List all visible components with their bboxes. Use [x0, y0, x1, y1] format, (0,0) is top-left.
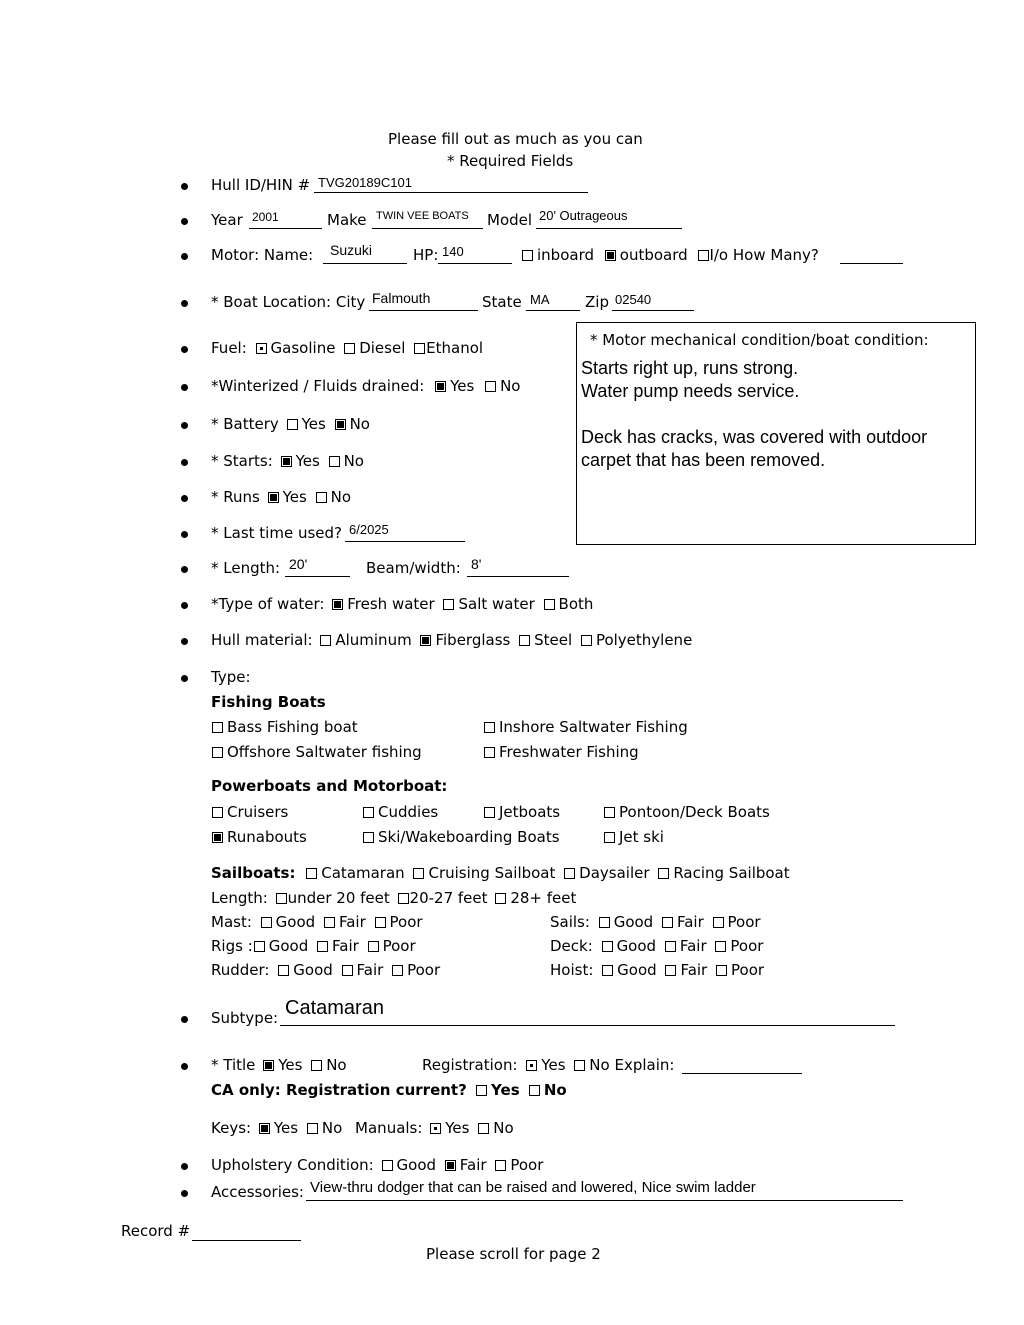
mast-label: Mast:	[211, 913, 252, 931]
20to27-checkbox[interactable]	[398, 893, 409, 904]
good-label: Good	[275, 913, 316, 931]
inshore-checkbox[interactable]	[484, 722, 495, 733]
polyethylene-label: Polyethylene	[595, 631, 693, 649]
accessories-value: View-thru dodger that can be raised and lowered, Nice swim ladder	[310, 1179, 756, 1196]
title-no-checkbox[interactable]	[311, 1060, 322, 1071]
ski-checkbox[interactable]	[363, 832, 374, 843]
jetboats-label: Jetboats	[499, 803, 561, 821]
upholstery-poor-checkbox[interactable]	[495, 1160, 506, 1171]
sails-good-checkbox[interactable]	[599, 917, 610, 928]
poor-label: Poor	[389, 913, 423, 931]
cruising-label: Cruising Sailboat	[428, 864, 556, 882]
sail-length-row	[211, 889, 576, 907]
fair-label: Fair	[676, 913, 704, 931]
catamaran-checkbox[interactable]	[306, 868, 317, 879]
bullet	[181, 253, 188, 260]
poor-label: Poor	[510, 1156, 544, 1174]
model-field[interactable]	[536, 228, 682, 229]
diesel-checkbox[interactable]	[344, 343, 355, 354]
footer-text: Please scroll for page 2	[426, 1245, 601, 1263]
steel-checkbox[interactable]	[519, 635, 530, 646]
inshore-label: Inshore Saltwater Fishing	[499, 718, 688, 736]
deck-label: Deck:	[550, 937, 593, 955]
city-value: Falmouth	[372, 290, 431, 306]
rigs-row	[211, 937, 416, 955]
daysailer-checkbox[interactable]	[564, 868, 575, 879]
good-label: Good	[617, 961, 657, 979]
upholstery-label: Upholstery Condition:	[211, 1156, 374, 1174]
freshwater-fishing-checkbox[interactable]	[484, 747, 495, 758]
header-line-1: Please fill out as much as you can	[388, 130, 643, 148]
ethanol-checkbox[interactable]	[414, 343, 425, 354]
gasoline-checkbox[interactable]	[256, 343, 267, 354]
explain-field[interactable]	[682, 1073, 802, 1074]
keys-row	[211, 1119, 514, 1137]
zip-label: Zip	[585, 293, 609, 311]
year-label: Year	[211, 211, 243, 229]
type-label: Type:	[211, 668, 251, 686]
fair-label: Fair	[332, 937, 359, 955]
deck-poor-checkbox[interactable]	[715, 941, 726, 952]
no-label: No	[349, 415, 370, 433]
battery-yes-checkbox[interactable]	[287, 419, 298, 430]
sails-poor-checkbox[interactable]	[713, 917, 724, 928]
aluminum-checkbox[interactable]	[320, 635, 331, 646]
runs-yes-checkbox[interactable]	[268, 492, 279, 503]
yes-label: Yes	[541, 1056, 566, 1074]
bullet	[181, 495, 188, 502]
bullet	[181, 531, 188, 538]
zip-field[interactable]	[612, 310, 694, 311]
io-label: I/o	[709, 246, 729, 264]
yes-label: Yes	[295, 452, 320, 470]
bullet	[181, 459, 188, 466]
offshore-checkbox[interactable]	[212, 747, 223, 758]
runs-label: * Runs	[211, 488, 260, 506]
condition-line: Water pump needs service.	[581, 381, 800, 401]
sails-row	[550, 913, 761, 931]
bullet	[181, 422, 188, 429]
fair-label: Fair	[459, 1156, 487, 1174]
accessories-field[interactable]	[306, 1200, 903, 1201]
subtype-value: Catamaran	[285, 997, 384, 1019]
poor-label: Poor	[727, 913, 761, 931]
salt-water-checkbox[interactable]	[443, 599, 454, 610]
both-water-label: Both	[558, 595, 594, 613]
upholstery-fair-checkbox[interactable]	[445, 1160, 456, 1171]
condition-line: Deck has cracks, was covered with outdoor	[581, 427, 928, 447]
bullet	[181, 384, 188, 391]
starts-label: * Starts:	[211, 452, 273, 470]
length-field[interactable]	[285, 576, 350, 577]
gasoline-label: Gasoline	[270, 339, 336, 357]
bullet	[181, 1190, 188, 1197]
mast-fair-checkbox[interactable]	[324, 917, 335, 928]
rudder-fair-checkbox[interactable]	[342, 965, 353, 976]
jetski-label: Jet ski	[619, 828, 664, 846]
subtype-field[interactable]	[280, 1025, 895, 1026]
explain-label: Explain:	[614, 1056, 675, 1074]
starts-row	[211, 452, 364, 470]
under20-checkbox[interactable]	[276, 893, 287, 904]
runs-row	[211, 488, 351, 506]
fair-label: Fair	[356, 961, 384, 979]
header-line-2: * Required Fields	[447, 152, 574, 170]
racing-label: Racing Sailboat	[673, 864, 790, 882]
yes-label: Yes	[273, 1119, 299, 1137]
pontoon-checkbox[interactable]	[604, 807, 615, 818]
bullet	[181, 675, 188, 682]
sail-length-label: Length:	[211, 889, 268, 907]
fair-label: Fair	[680, 961, 708, 979]
poor-label: Poor	[407, 961, 441, 979]
bullet	[181, 346, 188, 353]
aluminum-label: Aluminum	[335, 631, 412, 649]
condition-line: carpet that has been removed.	[581, 450, 826, 470]
rigs-label: Rigs :	[211, 937, 253, 955]
daysailer-label: Daysailer	[579, 864, 650, 882]
condition-line: Starts right up, runs strong.	[581, 358, 799, 378]
rudder-row	[211, 961, 440, 979]
no-label: No	[343, 452, 364, 470]
jetboats-checkbox[interactable]	[484, 807, 495, 818]
rigs-poor-checkbox[interactable]	[368, 941, 379, 952]
deck-row	[550, 937, 763, 955]
last-used-label: * Last time used?	[211, 524, 342, 542]
no-label: No	[589, 1056, 610, 1074]
mast-good-checkbox[interactable]	[261, 917, 272, 928]
good-label: Good	[268, 937, 309, 955]
sailboats-heading: Sailboats:	[211, 864, 296, 882]
motor-name-value: Suzuki	[330, 242, 373, 258]
length-label: * Length:	[211, 559, 281, 577]
fair-label: Fair	[338, 913, 366, 931]
no-label: No	[493, 1119, 514, 1137]
subtype-label: Subtype:	[211, 1009, 279, 1027]
runs-no-checkbox[interactable]	[316, 492, 327, 503]
upholstery-good-checkbox[interactable]	[382, 1160, 393, 1171]
mast-row	[211, 913, 423, 931]
freshwater-fishing-label: Freshwater Fishing	[499, 743, 639, 761]
bullet	[181, 218, 188, 225]
city-label: * Boat Location: City	[211, 293, 366, 311]
condition-text	[581, 357, 927, 472]
ski-label: Ski/Wakeboarding Boats	[378, 828, 560, 846]
cruisers-label: Cruisers	[227, 803, 289, 821]
hull-material-label: Hull material:	[211, 631, 313, 649]
no-label: No	[500, 377, 521, 395]
bullet	[181, 183, 188, 190]
bass-label: Bass Fishing boat	[227, 718, 358, 736]
fiberglass-label: Fiberglass	[435, 631, 511, 649]
beam-field[interactable]	[467, 576, 569, 577]
keys-label: Keys:	[211, 1119, 252, 1137]
cruisers-checkbox[interactable]	[212, 807, 223, 818]
offshore-label: Offshore Saltwater fishing	[227, 743, 422, 761]
state-label: State	[482, 293, 522, 311]
cuddies-label: Cuddies	[378, 803, 439, 821]
yes-label: Yes	[301, 415, 326, 433]
28plus-checkbox[interactable]	[495, 893, 506, 904]
water-label: *Type of water:	[211, 595, 325, 613]
hoist-fair-checkbox[interactable]	[665, 965, 676, 976]
ca-label: CA only: Registration current?	[211, 1081, 467, 1099]
keys-yes-checkbox[interactable]	[259, 1123, 270, 1134]
powerboats-heading: Powerboats and Motorboat:	[211, 777, 448, 795]
mast-poor-checkbox[interactable]	[375, 917, 386, 928]
condition-title: * Motor mechanical condition/boat condition:	[590, 331, 929, 349]
28plus-label: 28+ feet	[510, 889, 577, 907]
zip-value: 02540	[615, 292, 652, 307]
bass-checkbox[interactable]	[212, 722, 223, 733]
inboard-checkbox[interactable]	[522, 250, 533, 261]
inboard-label: inboard	[537, 246, 594, 264]
keys-no-checkbox[interactable]	[307, 1123, 318, 1134]
cruising-checkbox[interactable]	[413, 868, 424, 879]
yes-label: Yes	[450, 377, 475, 395]
no-label: No	[321, 1119, 343, 1137]
yes-label: Yes	[445, 1119, 470, 1137]
starts-no-checkbox[interactable]	[329, 456, 340, 467]
deck-good-checkbox[interactable]	[602, 941, 613, 952]
battery-row	[211, 415, 370, 433]
poor-label: Poor	[730, 937, 764, 955]
year-field[interactable]	[249, 228, 322, 229]
good-label: Good	[396, 1156, 437, 1174]
manuals-label: Manuals:	[355, 1119, 423, 1137]
motor-name-field[interactable]	[323, 263, 407, 264]
no-label: No	[330, 488, 352, 506]
accessories-label: Accessories:	[211, 1183, 304, 1201]
bullet	[181, 1163, 188, 1170]
no-label: No	[326, 1056, 347, 1074]
outboard-label: outboard	[619, 246, 688, 264]
hoist-poor-checkbox[interactable]	[716, 965, 727, 976]
runabouts-checkbox[interactable]	[212, 832, 223, 843]
beam-value: 8'	[471, 556, 482, 572]
pontoon-label: Pontoon/Deck Boats	[619, 803, 770, 821]
city-field[interactable]	[369, 310, 478, 311]
poor-label: Poor	[382, 937, 416, 955]
make-value: TWIN VEE BOATS	[376, 210, 469, 222]
cuddies-checkbox[interactable]	[363, 807, 374, 818]
both-water-checkbox[interactable]	[544, 599, 555, 610]
starts-yes-checkbox[interactable]	[281, 456, 292, 467]
record-field[interactable]	[192, 1240, 301, 1241]
fuel-label: Fuel:	[211, 339, 247, 357]
fishing-heading: Fishing Boats	[211, 693, 326, 711]
water-row	[211, 595, 593, 613]
bullet	[181, 300, 188, 307]
winterized-label: *Winterized / Fluids drained:	[211, 377, 425, 395]
hp-label: HP:	[413, 246, 439, 264]
year-value: 2001	[252, 210, 279, 224]
motor-name-label: Motor: Name:	[211, 246, 314, 264]
winterized-no-checkbox[interactable]	[485, 381, 496, 392]
hull-id-field[interactable]	[314, 192, 588, 193]
racing-checkbox[interactable]	[658, 868, 669, 879]
last-used-value: 6/2025	[349, 522, 389, 537]
manuals-no-checkbox[interactable]	[478, 1123, 489, 1134]
motor-type-options	[522, 246, 819, 264]
ca-no-checkbox[interactable]	[529, 1085, 540, 1096]
good-label: Good	[613, 913, 654, 931]
good-label: Good	[616, 937, 657, 955]
under20-label: under 20 feet	[287, 889, 390, 907]
diesel-label: Diesel	[359, 339, 406, 357]
bullet	[181, 602, 188, 609]
fresh-water-checkbox[interactable]	[332, 599, 343, 610]
model-value: 20' Outrageous	[539, 208, 628, 223]
upholstery-row	[211, 1156, 543, 1174]
winterized-yes-checkbox[interactable]	[435, 381, 446, 392]
rigs-fair-checkbox[interactable]	[317, 941, 328, 952]
registration-label: Registration:	[422, 1056, 518, 1074]
hoist-label: Hoist:	[550, 961, 594, 979]
hull-material-row	[211, 631, 692, 649]
hull-id-label: Hull ID/HIN #	[211, 176, 311, 194]
20to27-label: 20-27 feet	[409, 889, 488, 907]
sails-fair-checkbox[interactable]	[662, 917, 673, 928]
how-many-field[interactable]	[840, 263, 903, 264]
rigs-good-checkbox[interactable]	[254, 941, 265, 952]
blank-line	[581, 403, 927, 426]
sailboats-row	[211, 864, 790, 882]
fiberglass-checkbox[interactable]	[420, 635, 431, 646]
ca-yes-checkbox[interactable]	[476, 1085, 487, 1096]
rudder-good-checkbox[interactable]	[278, 965, 289, 976]
winterized-row	[211, 377, 520, 395]
ca-row	[211, 1081, 567, 1099]
fair-label: Fair	[679, 937, 707, 955]
polyethylene-checkbox[interactable]	[581, 635, 592, 646]
salt-water-label: Salt water	[458, 595, 535, 613]
sails-label: Sails:	[550, 913, 590, 931]
title-row	[211, 1056, 347, 1074]
battery-label: * Battery	[211, 415, 279, 433]
model-label: Model	[487, 211, 533, 229]
battery-no-checkbox[interactable]	[335, 419, 346, 430]
length-value: 20'	[289, 556, 308, 572]
beam-label: Beam/width:	[366, 559, 461, 577]
bullet	[181, 638, 188, 645]
steel-label: Steel	[534, 631, 573, 649]
yes-label: Yes	[278, 1056, 303, 1074]
poor-label: Poor	[731, 961, 765, 979]
state-value: MA	[530, 292, 550, 307]
title-label: * Title	[211, 1056, 256, 1074]
how-many-label: How Many?	[732, 246, 819, 264]
fresh-water-label: Fresh water	[347, 595, 435, 613]
bullet	[181, 1063, 188, 1070]
make-label: Make	[327, 211, 367, 229]
rudder-label: Rudder:	[211, 961, 270, 979]
manuals-yes-checkbox[interactable]	[430, 1123, 441, 1134]
hoist-row	[550, 961, 764, 979]
yes-label: Yes	[491, 1081, 520, 1099]
hull-id-value: TVG20189C101	[318, 175, 412, 190]
deck-fair-checkbox[interactable]	[665, 941, 676, 952]
fuel-row	[211, 339, 483, 357]
jetski-checkbox[interactable]	[604, 832, 615, 843]
io-checkbox[interactable]	[698, 250, 709, 261]
yes-label: Yes	[282, 488, 307, 506]
bullet	[181, 1016, 188, 1023]
title-yes-checkbox[interactable]	[263, 1060, 274, 1071]
rudder-poor-checkbox[interactable]	[392, 965, 403, 976]
make-field[interactable]	[372, 228, 483, 229]
no-label: No	[543, 1081, 567, 1099]
ethanol-label: Ethanol	[426, 339, 484, 357]
hoist-good-checkbox[interactable]	[602, 965, 613, 976]
outboard-checkbox[interactable]	[605, 250, 616, 261]
hp-field[interactable]	[438, 263, 512, 264]
record-label: Record #	[121, 1222, 191, 1240]
state-field[interactable]	[526, 310, 580, 311]
hp-value: 140	[442, 244, 464, 259]
registration-yes-checkbox[interactable]	[526, 1060, 537, 1071]
good-label: Good	[293, 961, 333, 979]
runabouts-label: Runabouts	[227, 828, 307, 846]
bullet	[181, 566, 188, 573]
registration-row	[422, 1056, 674, 1074]
last-used-field[interactable]	[345, 541, 465, 542]
catamaran-label: Catamaran	[321, 864, 405, 882]
registration-no-checkbox[interactable]	[574, 1060, 585, 1071]
